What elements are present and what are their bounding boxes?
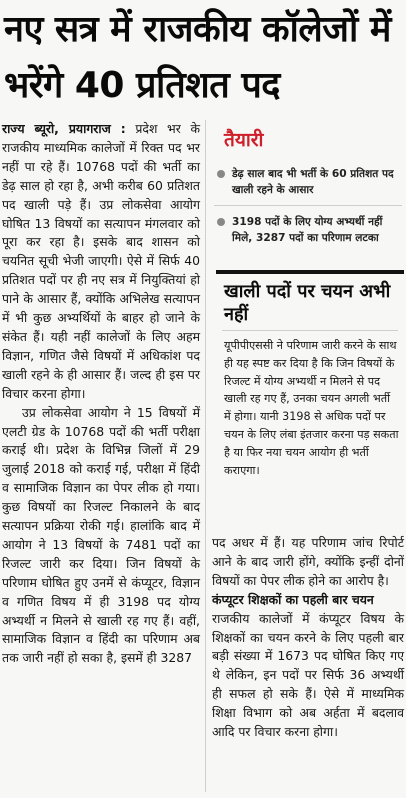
bullet-dot-icon xyxy=(217,170,225,178)
column-divider xyxy=(205,120,206,792)
info-box-body: यूपीपीएससी ने परिणाम जारी करने के साथ ही यह स्पष्ट कर दिया है कि जिन विषयों के रिजल्ट में योग्य अभ्यर्थी न मिलने से पद खाली रह गए हैं, उनका चयन अगली भर्ती में होगा। यानी 3198 से अधिक पदों पर चयन के लिए लंबा इंतजार करना पड़ सकता है या फिर नया चयन आयोग ही भर्ती कराएगा। xyxy=(224,339,399,477)
body-paragraph: उप्र लोकसेवा आयोग ने 15 विषयों में एलटी ग्रेड के 10768 पदों की भर्ती परीक्षा कराई थी। प्रदेश के विभिन्न जिलों में 29 जुलाई 2018 को कराई गई, परीक्षा में हिंदी व सामाजिक विज्ञान का पेपर लीक हो गया। कुछ विषयों का रिजल्ट निकालने के बाद सत्यापन प्रक्रिया रोकी गई। हालांकि बाद में आयोग ने 13 विषयों के 7481 पदों का रिजल्ट जारी कर दिया। जिन विषयों के परिणाम घोषित हुए उनमें से कंप्यूटर, विज्ञान व गणित विषय में ही 3198 पद योग्य अभ्यर्थी न मिलने से खाली रह गए हैं। वहीं, सामाजिक विज्ञान व हिंदी का परिणाम अब तक जारी नहीं हो सका है, इसमें ही 3287 xyxy=(2,404,200,666)
left-column xyxy=(2,120,200,668)
continuation-paragraph: पद अधर में हैं। यह परिणाम जांच रिपोर्ट आने के बाद जारी होंगे, क्योंकि इन्हीं दोनों विषयों का पेपर लीक होने का आरोप है। xyxy=(212,535,404,588)
headline: नए सत्र में राजकीय कॉलेजों में भरेंगे 40 प्रतिशत पद xyxy=(4,9,391,106)
subheading: कंप्यूटर शिक्षकों का पहली बार चयन xyxy=(212,591,374,607)
bullet-item xyxy=(214,214,402,246)
bullet-text: डेढ़ साल बाद भी भर्ती के 60 प्रतिशत पद खाली रहने के आसार xyxy=(232,168,394,196)
body-paragraph: राजकीय कालेजों में कंप्यूटर विषय के शिक्षकों का चयन करने के लिए पहली बार बड़ी संख्या में 1673 पद घोषित किए गए थे लेकिन, इन पदों पर सिर्फ 36 अभ्यर्थी ही सफल हो सके हैं। ऐसे में माध्यमिक शिक्षा विभाग को अब अर्हता में बदलाव आदि पर विचार करना होगा। xyxy=(212,610,404,740)
bullet-dot-icon xyxy=(217,218,225,226)
right-column xyxy=(212,534,404,742)
intro-paragraph xyxy=(2,120,200,404)
bullet-text: 3198 पदों के लिए योग्य अभ्यर्थी नहीं मिले, 3287 पदों का परिणाम लटका xyxy=(232,216,383,244)
intro-text: प्रदेश भर के राजकीय माध्यमिक कालेजों में रिक्त पद भर नहीं पा रहे हैं। 10768 पदों की भर्ती का डेढ़ साल हो रहा है, अभी करीब 60 प्रतिशत पद खाली पड़े हैं। उप्र लोकसेवा आयोग घोषित 13 विषयों का सत्यापन मंगलवार को पूरा कर रहा है। इसके बाद शासन को चयनित सूची भेजी जाएगी। ऐसे में सिर्फ 40 प्रतिशत पदों पर ही नए सत्र में नियुक्तियां हो पाने के आसार हैं, क्योंकि अभिलेख सत्यापन में भी कुछ अभ्यर्थियों के बाहर हो जाने के संकेत हैं। यही नहीं कालेजों के लिए अहम विज्ञान, गणित जैसे विषयों में अधिकांश पद खाली रहने के ही आसार हैं। जल्द ही इस पर विचार करना होगा। xyxy=(2,121,200,401)
info-box xyxy=(216,270,404,532)
bullet-divider xyxy=(214,205,402,206)
bullet-item xyxy=(214,166,402,198)
byline: राज्य ब्यूरो, प्रयागराज : xyxy=(2,121,126,136)
section-label: तैयारी xyxy=(224,129,264,151)
highlight-bullets xyxy=(214,166,402,262)
info-box-heading: खाली पदों पर चयन अभी नहीं xyxy=(224,281,391,325)
